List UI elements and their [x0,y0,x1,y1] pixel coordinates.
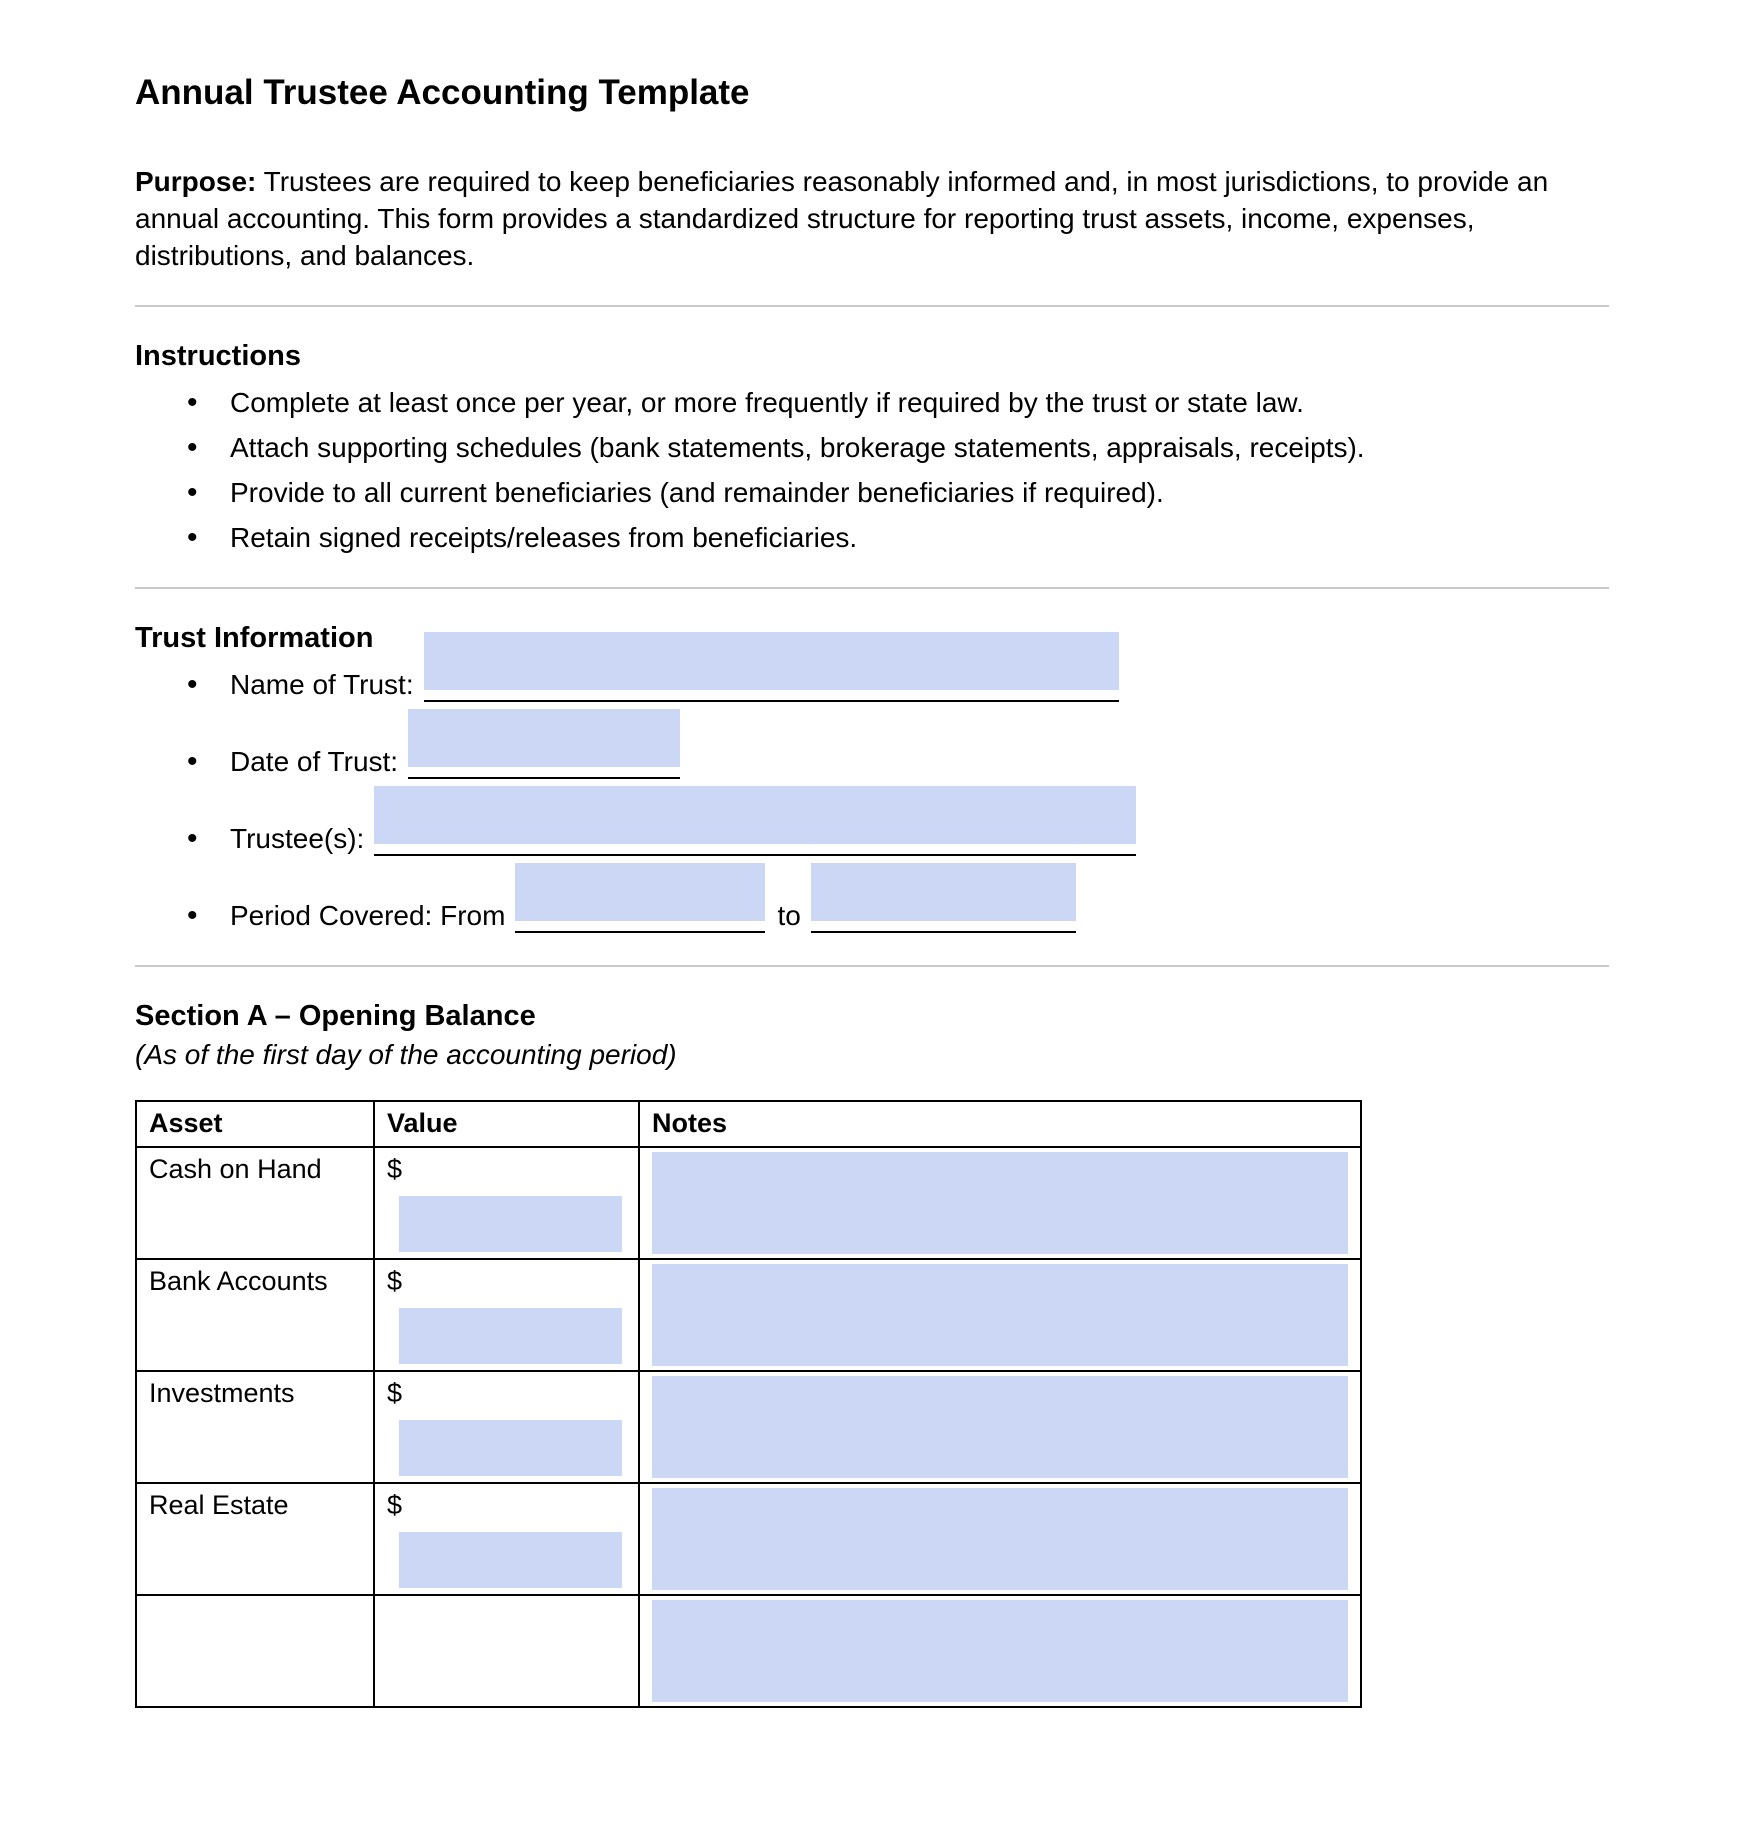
trust-information-heading: Trust Information [135,622,374,655]
field-label: to [777,900,801,932]
field-label: Date of Trust: [230,746,399,778]
column-header-asset: Asset [136,1101,374,1147]
table-row [136,1595,1361,1707]
list-item [135,667,1609,704]
list-item [135,744,1609,781]
cash-on-hand-notes-input[interactable] [652,1152,1348,1254]
asset-cell [136,1595,374,1707]
field-highlight [374,786,1136,844]
currency-symbol: $ [387,1154,403,1185]
currency-symbol: $ [387,1378,403,1409]
table-row [136,1371,1361,1483]
value-cell [374,1483,639,1595]
instructions-heading: Instructions [135,340,301,373]
column-header-notes: Notes [639,1101,1361,1147]
list-item [135,821,1609,858]
trustees-input[interactable] [374,824,1136,856]
notes-cell [639,1595,1361,1707]
period-to-input[interactable] [811,901,1076,933]
table-header-row [136,1101,1361,1147]
list-item: • Complete at least once per year, or more frequently if required by the trust or state law. [135,385,1609,422]
name-of-trust-input[interactable] [424,670,1119,702]
notes-input[interactable] [652,1600,1348,1702]
divider [135,965,1609,967]
bank-accounts-value-input[interactable] [399,1308,622,1364]
column-header-value: Value [374,1101,639,1147]
purpose-paragraph [135,164,1609,275]
field-label: Trustee(s): [230,823,365,855]
field-label: Name of Trust: [230,669,414,701]
value-cell [374,1259,639,1371]
field-highlight [515,863,765,921]
section-a-heading: Section A – Opening Balance [135,1000,536,1033]
list-item: • Attach supporting schedules (bank statements, brokerage statements, appraisals, receipts). [135,430,1609,467]
list-item: • Retain signed receipts/releases from beneficiaries. [135,520,1609,557]
instructions-list [135,385,1609,557]
purpose-text: Trustees are required to keep beneficiaries reasonably informed and, in most jurisdictions, to provide an annual accounting. This form provides a standardized structure for reporting trust assets, income, expenses, distributions, and balances. [135,166,1549,272]
investments-notes-input[interactable] [652,1376,1348,1478]
asset-cell: Investments [136,1371,374,1483]
real-estate-value-input[interactable] [399,1532,622,1588]
list-item [135,898,1609,935]
notes-cell [639,1483,1361,1595]
date-of-trust-input[interactable] [408,747,680,779]
period-from-input[interactable] [515,901,765,933]
notes-cell [639,1259,1361,1371]
currency-symbol: $ [387,1490,403,1521]
field-highlight [811,863,1076,921]
page-title: Annual Trustee Accounting Template [135,73,750,112]
notes-cell [639,1147,1361,1259]
investments-value-input[interactable] [399,1420,622,1476]
real-estate-notes-input[interactable] [652,1488,1348,1590]
cash-on-hand-value-input[interactable] [399,1196,622,1252]
purpose-label: Purpose: [135,166,257,198]
opening-balance-table [135,1100,1362,1708]
section-a-subheading: (As of the first day of the accounting period) [135,1039,677,1071]
list-item: • Provide to all current beneficiaries (and remainder beneficiaries if required). [135,475,1609,512]
bank-accounts-notes-input[interactable] [652,1264,1348,1366]
value-cell [374,1371,639,1483]
field-label: Period Covered: From [230,900,506,932]
asset-cell: Real Estate [136,1483,374,1595]
table-row [136,1259,1361,1371]
currency-symbol: $ [387,1266,403,1297]
value-cell [374,1147,639,1259]
asset-cell: Bank Accounts [136,1259,374,1371]
divider [135,305,1609,307]
divider [135,587,1609,589]
notes-cell [639,1371,1361,1483]
trust-information-list [135,667,1609,935]
field-highlight [424,632,1119,690]
table-row [136,1147,1361,1259]
field-highlight [408,709,680,767]
table-row [136,1483,1361,1595]
value-cell [374,1595,639,1707]
asset-cell: Cash on Hand [136,1147,374,1259]
